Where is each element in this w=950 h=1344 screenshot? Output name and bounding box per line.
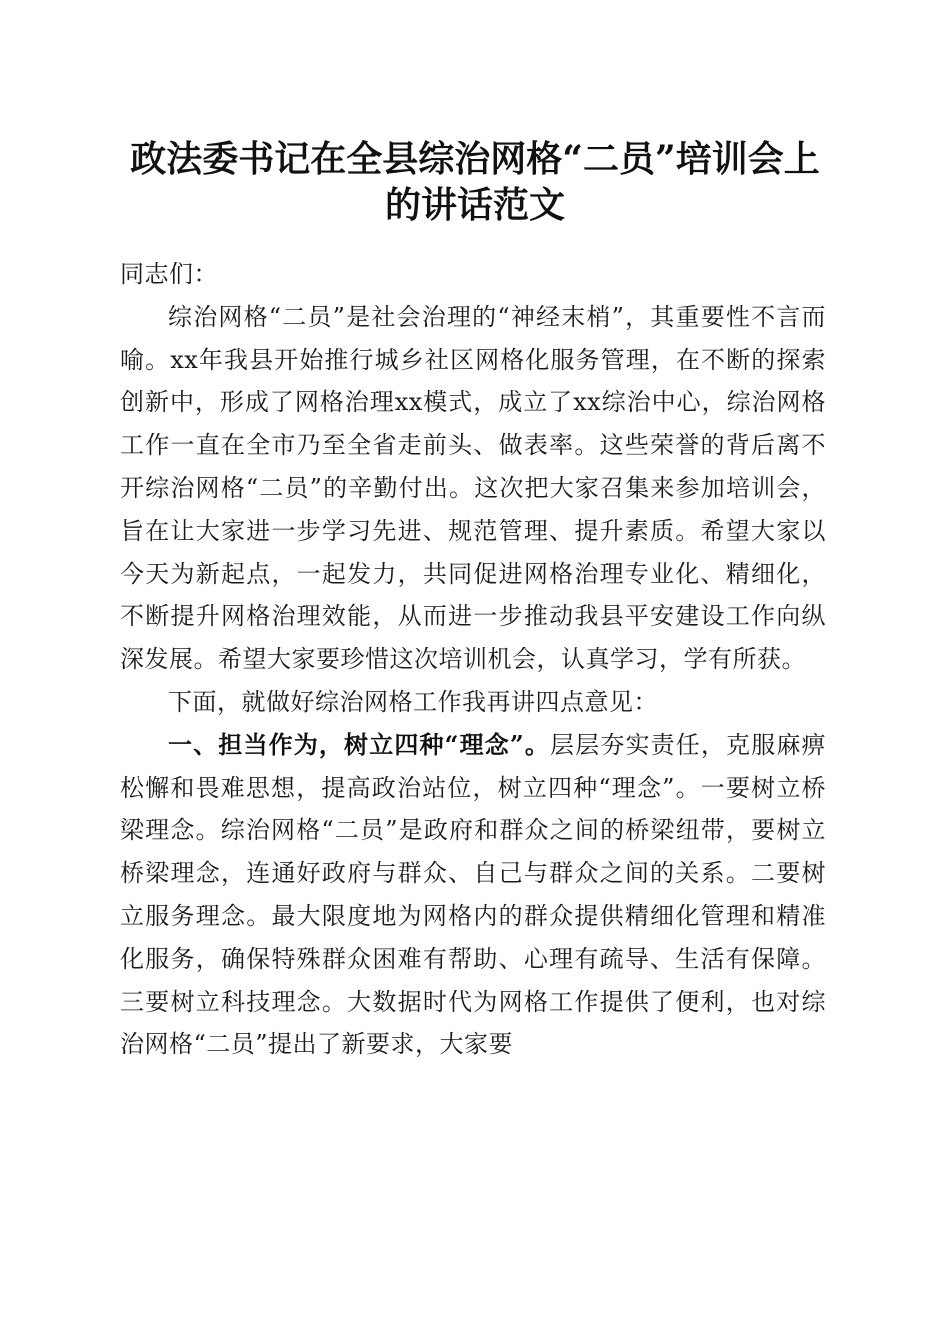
document-body	[120, 253, 826, 1066]
section-1-text: 层层夯实责任，克服麻痹松懈和畏难思想，提高政治站位，树立四种“理念”。一要树立桥梁理念。综治网格“二员”是政府和群众之间的桥梁纽带，要树立桥梁理念，连通好政府与群众、自己与群众之间的关系。二要树立服务理念。最大限度地为网格内的群众提供精细化管理和精准化服务，确保特殊群众困难有帮助、心理有疏导、生活有保障。三要树立科技理念。大数据时代为网格工作提供了便利，也对综治网格“二员”提出了新要求，大家要	[120, 730, 827, 1059]
title-line-2: 的讲话范文	[384, 184, 565, 226]
title-line-1: 政法委书记在全县综治网格“二员”培训会上	[130, 138, 820, 180]
section-1-paragraph	[120, 724, 826, 1066]
greeting: 同志们：	[120, 260, 218, 288]
paragraph-intro: 综治网格“二员”是社会治理的“神经末梢”，其重要性不言而喻。xx年我县开始推行城乡社区网格化服务管理，在不断的探索创新中，形成了网格治理xx模式，成立了xx综治中心，综治网格工作一直在全市乃至全省走前头、做表率。这些荣誉的背后离不开综治网格“二员”的辛勤付出。这次把大家召集来参加培训会，旨在让大家进一步学习先进、规范管理、提升素质。希望大家以今天为新起点，一起发力，共同促进网格治理专业化、精细化，不断提升网格治理效能，从而进一步推动我县平安建设工作向纵深发展。希望大家要珍惜这次培训机会，认真学习，学有所获。	[120, 302, 826, 674]
section-1-heading: 一、担当作为，树立四种“理念”。	[168, 729, 551, 759]
document-title	[110, 136, 840, 228]
paragraph-transition: 下面，就做好综治网格工作我再讲四点意见：	[168, 687, 658, 716]
